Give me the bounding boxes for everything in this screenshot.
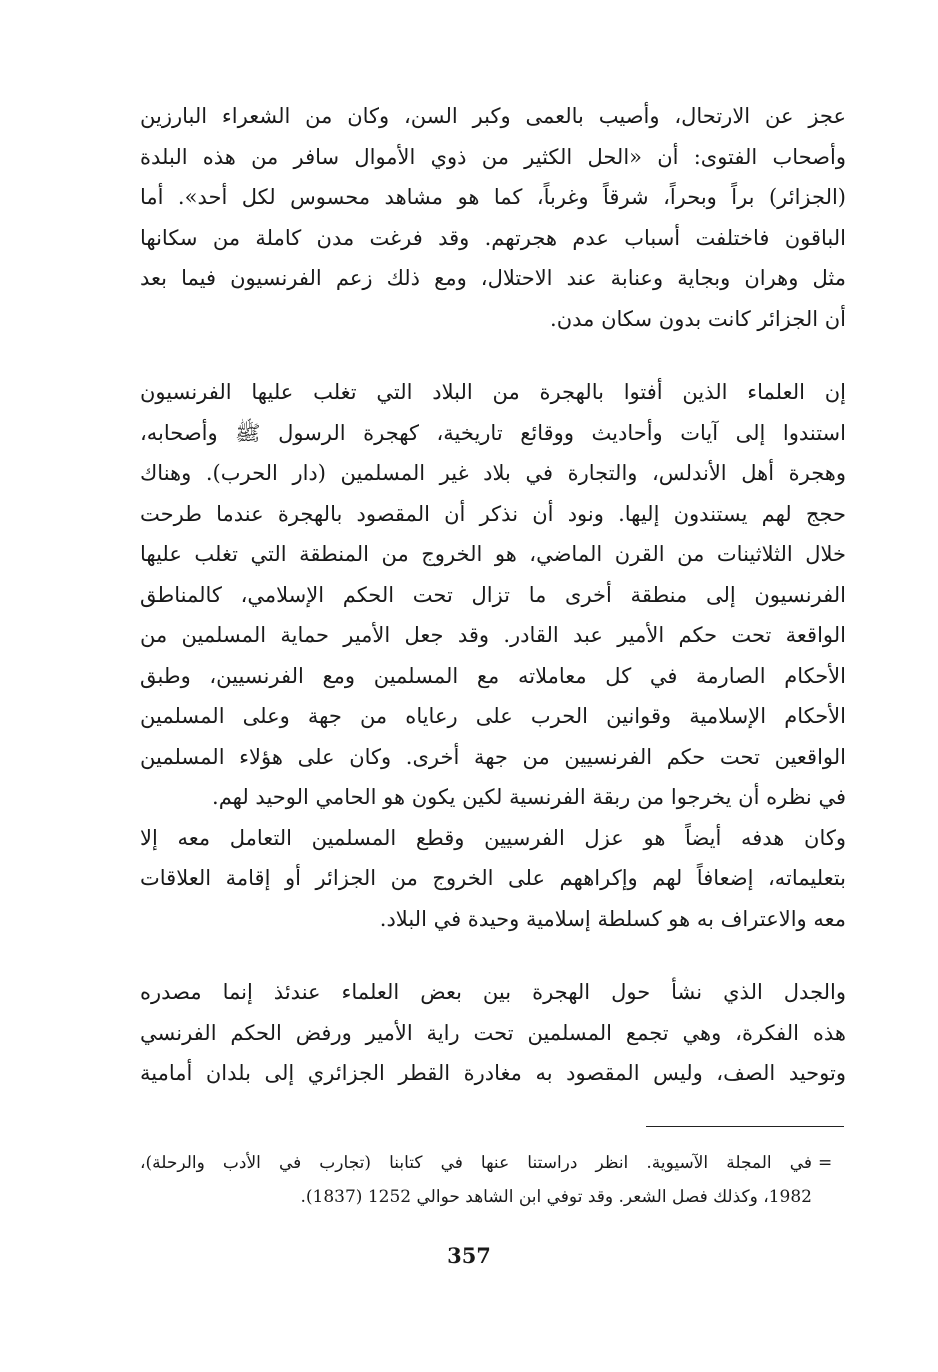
text-line: مثل وهران وبجاية وعنابة عند الاحتلال، ومع ذلك زعم الفرنسيون فيما بعد xyxy=(140,266,846,290)
text-line: وتوحيد الصف، وليس المقصود به مغادرة القطر الجزائري إلى بلدان أمامية xyxy=(140,1061,846,1085)
page-number: 357 xyxy=(447,1243,491,1268)
text-line: (الجزائر) براً وبحراً، شرقاً وغرباً، كما هو مشاهد محسوس لكل أحد». أما xyxy=(140,185,846,209)
paragraph-1 xyxy=(140,96,846,339)
footnote xyxy=(140,1146,812,1214)
footnote-line: في المجلة الآسيوية. انظر دراستنا عنها في كتابنا (تجارب في الأدب والرحلة)، xyxy=(140,1153,812,1173)
text-line: استندوا إلى آيات وأحاديث ووقائع تاريخية، كهجرة الرسول ﷺ وأصحابه، xyxy=(140,420,846,445)
text-line: الواقعة تحت حكم الأمير عبد القادر. وقد جعل الأمير حماية المسلمين من xyxy=(140,623,846,647)
text-line: الأحكام الصارمة في كل معاملاته مع المسلمين ومع الفرنسيين، وطبق xyxy=(140,663,846,688)
text-line: وهجرة أهل الأندلس، والتجارة في بلاد غير المسلمين (دار الحرب). وهناك xyxy=(140,461,846,485)
text-line: وكان هدفه أيضاً هو عزل الفرسيين وقطع المسلمين التعامل معه إلا xyxy=(140,825,846,850)
text-line: أن الجزائر كانت بدون سكان مدن. xyxy=(550,306,846,331)
text-line: إن العلماء الذين أفتوا بالهجرة من البلاد التي تغلب عليها الفرنسيون xyxy=(140,380,846,404)
text-line: بتعليماته، إضعافاً لهم وإكراههم على الخروج من الجزائر أو إقامة العلاقات xyxy=(140,866,846,890)
text-line: الفرنسيون إلى منطقة أخرى ما تزال تحت الحكم الإسلامي، كالمناطق xyxy=(140,582,846,607)
text-line: والجدل الذي نشأ حول الهجرة بين بعض العلماء عندئذ إنما مصدره xyxy=(140,980,846,1004)
footnote-line: 1982، وكذلك فصل الشعر. وقد توفي ابن الشاهد حوالي 1252 (1837). xyxy=(300,1187,812,1207)
text-line: عجز عن الارتحال، وأصيب بالعمى وكبر السن، وكان من الشعراء البارزين xyxy=(140,104,846,128)
text-line: الباقون فاختلفت أسباب عدم هجرتهم. وقد فرغت مدن كاملة من سكانها xyxy=(140,225,846,250)
text-line: الأحكام الإسلامية وقوانين الحرب على رعاياه من جهة وعلى المسلمين xyxy=(140,704,846,728)
paragraph-3 xyxy=(140,972,846,1094)
text-line: حجج لهم يستندون إليها. ونود أن نذكر أن المقصود بالهجرة عندما طرحت xyxy=(140,501,846,526)
footnote-divider xyxy=(646,1126,844,1127)
text-line: الواقعين تحت حكم الفرنسيين من جهة أخرى. وكان على هؤلاء المسلمين xyxy=(140,744,846,769)
text-line: وأصحاب الفتوى: أن «الحل الكثير من ذوي الأموال سافر من هذه البلدة xyxy=(140,144,846,169)
text-line: هذه الفكرة، وهي تجمع المسلمين تحت راية الأمير ورفض الحكم الفرنسي xyxy=(140,1020,846,1045)
paragraph-2 xyxy=(140,372,846,939)
text-line: خلال الثلاثينات من القرن الماضي، هو الخروج من المنطقة التي تغلب عليها xyxy=(140,542,846,566)
text-line: في نظره أن يخرجوا من ربقة الفرنسية لكين يكون هو الحامي الوحيد لهم. xyxy=(212,785,846,809)
body-text xyxy=(140,96,846,1094)
text-line: معه والاعتراف به هو كسلطة إسلامية وحيدة في البلاد. xyxy=(379,906,846,931)
footnote-continuation-marker: = xyxy=(818,1153,833,1173)
